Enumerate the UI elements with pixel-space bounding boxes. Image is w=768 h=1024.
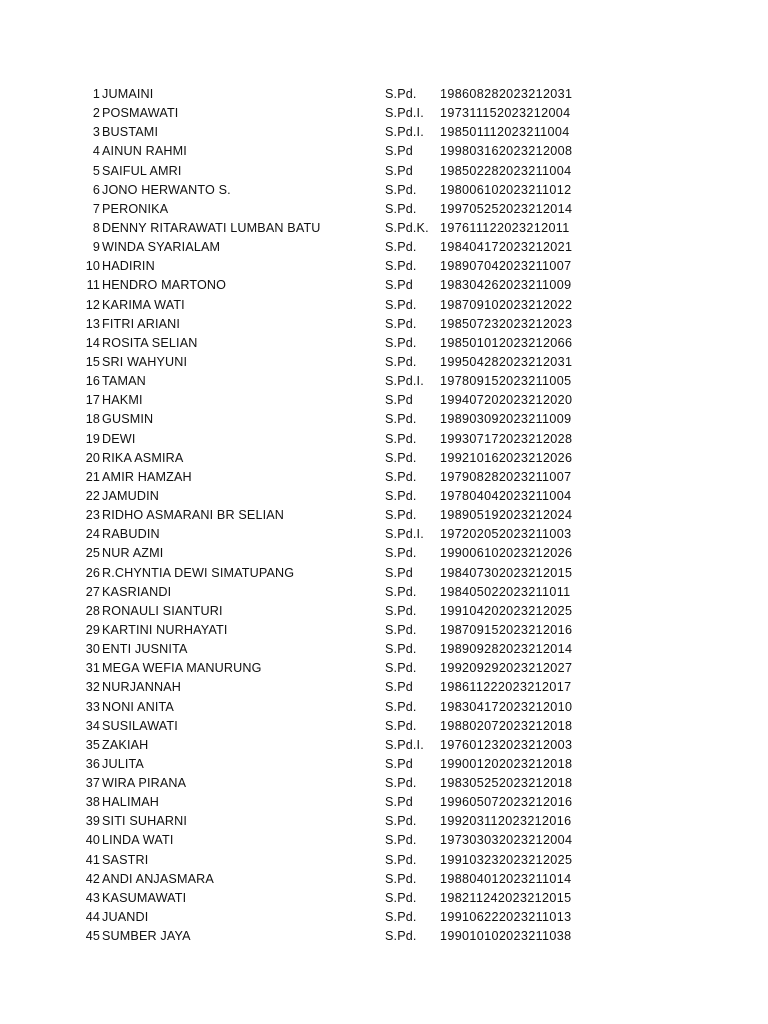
row-number: 20 [85, 450, 100, 465]
academic-degree: S.Pd. [385, 488, 417, 503]
list-item [0, 238, 768, 257]
academic-degree: S.Pd.I. [385, 527, 424, 542]
employee-id-number: 199006102023212026 [440, 546, 573, 561]
row-number: 12 [85, 297, 100, 312]
list-item [0, 430, 768, 449]
person-name: SUMBER JAYA [102, 929, 191, 944]
person-name: FITRI ARIANI [102, 316, 181, 331]
academic-degree: S.Pd. [385, 776, 417, 791]
row-number: 14 [85, 335, 100, 350]
academic-degree: S.Pd. [385, 603, 417, 618]
employee-id-number: 199307172023212028 [440, 431, 573, 446]
employee-id-number: 198501112023211004 [440, 125, 570, 140]
employee-id-number: 199209292023212027 [440, 661, 573, 676]
academic-degree: S.Pd [385, 393, 413, 408]
person-name: JAMUDIN [102, 488, 160, 503]
list-item [0, 200, 768, 219]
academic-degree: S.Pd [385, 278, 413, 293]
staff-roster-list [0, 85, 768, 946]
person-name: JULITA [102, 756, 144, 771]
employee-id-number: 199504282023212031 [440, 354, 573, 369]
list-item [0, 717, 768, 736]
person-name: RIKA ASMIRA [102, 450, 184, 465]
employee-id-number: 199010102023211038 [440, 929, 572, 944]
list-item [0, 736, 768, 755]
person-name: SRI WAHYUNI [102, 354, 188, 369]
person-name: JUANDI [102, 910, 149, 925]
person-name: RIDHO ASMARANI BR SELIAN [102, 508, 285, 523]
academic-degree: S.Pd.K. [385, 220, 429, 235]
academic-degree: S.Pd. [385, 699, 417, 714]
list-item [0, 698, 768, 717]
academic-degree: S.Pd. [385, 450, 417, 465]
academic-degree: S.Pd. [385, 584, 417, 599]
person-name: AINUN RAHMI [102, 144, 187, 159]
list-item [0, 219, 768, 238]
row-number: 3 [92, 125, 100, 140]
employee-id-number: 198405022023211011 [440, 584, 571, 599]
person-name: TAMAN [102, 374, 146, 389]
row-number: 22 [85, 488, 100, 503]
row-number: 40 [85, 833, 100, 848]
person-name: JONO HERWANTO S. [102, 182, 231, 197]
employee-id-number: 197804042023211004 [440, 488, 572, 503]
employee-id-number: 197303032023212004 [440, 833, 573, 848]
list-item [0, 334, 768, 353]
employee-id-number: 198804012023211014 [440, 871, 572, 886]
row-number: 5 [92, 163, 100, 178]
employee-id-number: 198502282023211004 [440, 163, 572, 178]
row-number: 41 [85, 852, 100, 867]
academic-degree: S.Pd.I. [385, 737, 424, 752]
academic-degree: S.Pd. [385, 890, 417, 905]
person-name: WIRA PIRANA [102, 776, 187, 791]
academic-degree: S.Pd [385, 565, 413, 580]
employee-id-number: 198905192023212024 [440, 508, 573, 523]
list-item [0, 372, 768, 391]
person-name: GUSMIN [102, 412, 154, 427]
list-item [0, 257, 768, 276]
academic-degree: S.Pd. [385, 412, 417, 427]
academic-degree: S.Pd. [385, 929, 417, 944]
academic-degree: S.Pd. [385, 182, 417, 197]
person-name: NURJANNAH [102, 680, 182, 695]
row-number: 25 [85, 546, 100, 561]
list-item [0, 353, 768, 372]
list-item [0, 640, 768, 659]
academic-degree: S.Pd. [385, 469, 417, 484]
list-item [0, 104, 768, 123]
row-number: 34 [85, 718, 100, 733]
academic-degree: S.Pd. [385, 431, 417, 446]
employee-id-number: 199103232023212025 [440, 852, 573, 867]
academic-degree: S.Pd. [385, 871, 417, 886]
employee-id-number: 197601232023212003 [440, 737, 573, 752]
row-number: 1 [92, 87, 100, 101]
row-number: 15 [85, 354, 100, 369]
person-name: ANDI ANJASMARA [102, 871, 214, 886]
row-number: 43 [85, 890, 100, 905]
person-name: SAIFUL AMRI [102, 163, 182, 178]
academic-degree: S.Pd. [385, 718, 417, 733]
employee-id-number: 199210162023212026 [440, 450, 573, 465]
person-name: SUSILAWATI [102, 718, 178, 733]
employee-id-number: 199001202023212018 [440, 756, 573, 771]
row-number: 13 [85, 316, 100, 331]
employee-id-number: 198909282023212014 [440, 642, 573, 657]
person-name: DENNY RITARAWATI LUMBAN BATU [102, 220, 321, 235]
list-item [0, 564, 768, 583]
person-name: PERONIKA [102, 201, 169, 216]
row-number: 16 [85, 374, 100, 389]
list-item [0, 391, 768, 410]
list-item [0, 927, 768, 946]
person-name: WINDA SYARIALAM [102, 240, 221, 255]
row-number: 2 [92, 106, 100, 121]
row-number: 27 [85, 584, 100, 599]
academic-degree: S.Pd. [385, 316, 417, 331]
employee-id-number: 198404172023212021 [440, 240, 573, 255]
employee-id-number: 199803162023212008 [440, 144, 573, 159]
person-name: KARTINI NURHAYATI [102, 622, 228, 637]
employee-id-number: 197311152023212004 [440, 106, 571, 121]
list-item [0, 123, 768, 142]
employee-id-number: 199203112023212016 [440, 814, 572, 829]
person-name: HALIMAH [102, 795, 160, 810]
list-item [0, 621, 768, 640]
row-number: 24 [85, 527, 100, 542]
row-number: 38 [85, 795, 100, 810]
row-number: 8 [92, 220, 100, 235]
list-item [0, 659, 768, 678]
row-number: 6 [92, 182, 100, 197]
person-name: RONAULI SIANTURI [102, 603, 223, 618]
academic-degree: S.Pd. [385, 508, 417, 523]
list-item [0, 755, 768, 774]
person-name: NUR AZMI [102, 546, 164, 561]
academic-degree: S.Pd. [385, 622, 417, 637]
row-number: 32 [85, 680, 100, 695]
employee-id-number: 198501012023212066 [440, 335, 573, 350]
list-item [0, 276, 768, 295]
person-name: ENTI JUSNITA [102, 642, 188, 657]
person-name: JUMAINI [102, 87, 154, 101]
list-item [0, 793, 768, 812]
employee-id-number: 198907042023211007 [440, 259, 572, 274]
person-name: AMIR HAMZAH [102, 469, 192, 484]
employee-id-number: 198407302023212015 [440, 565, 573, 580]
person-name: ROSITA SELIAN [102, 335, 198, 350]
row-number: 29 [85, 622, 100, 637]
person-name: MEGA WEFIA MANURUNG [102, 661, 262, 676]
academic-degree: S.Pd. [385, 87, 417, 101]
list-item [0, 296, 768, 315]
employee-id-number: 198611222023212017 [440, 680, 572, 695]
academic-degree: S.Pd. [385, 297, 417, 312]
person-name: DEWI [102, 431, 136, 446]
person-name: SITI SUHARNI [102, 814, 188, 829]
row-number: 44 [85, 910, 100, 925]
academic-degree: S.Pd.I. [385, 374, 424, 389]
person-name: RABUDIN [102, 527, 160, 542]
row-number: 21 [85, 469, 100, 484]
list-item [0, 812, 768, 831]
list-item [0, 525, 768, 544]
person-name: LINDA WATI [102, 833, 174, 848]
row-number: 33 [85, 699, 100, 714]
list-item [0, 410, 768, 429]
employee-id-number: 199605072023212016 [440, 795, 573, 810]
person-name: SASTRI [102, 852, 149, 867]
employee-id-number: 198709102023212022 [440, 297, 573, 312]
person-name: HADIRIN [102, 259, 155, 274]
employee-id-number: 199407202023212020 [440, 393, 573, 408]
person-name: POSMAWATI [102, 106, 179, 121]
academic-degree: S.Pd. [385, 354, 417, 369]
academic-degree: S.Pd. [385, 335, 417, 350]
list-item [0, 870, 768, 889]
list-item [0, 774, 768, 793]
academic-degree: S.Pd. [385, 546, 417, 561]
employee-id-number: 198608282023212031 [440, 87, 573, 101]
row-number: 31 [85, 661, 100, 676]
list-item [0, 487, 768, 506]
list-item [0, 678, 768, 697]
person-name: NONI ANITA [102, 699, 174, 714]
academic-degree: S.Pd. [385, 259, 417, 274]
person-name: BUSTAMI [102, 125, 159, 140]
row-number: 42 [85, 871, 100, 886]
row-number: 18 [85, 412, 100, 427]
academic-degree: S.Pd. [385, 833, 417, 848]
row-number: 45 [85, 929, 100, 944]
list-item [0, 544, 768, 563]
list-item [0, 831, 768, 850]
employee-id-number: 199705252023212014 [440, 201, 573, 216]
list-item [0, 449, 768, 468]
employee-id-number: 198304262023211009 [440, 278, 572, 293]
academic-degree: S.Pd. [385, 642, 417, 657]
row-number: 7 [92, 201, 100, 216]
academic-degree: S.Pd.I. [385, 106, 424, 121]
list-item [0, 851, 768, 870]
employee-id-number: 198006102023211012 [440, 182, 572, 197]
person-name: HAKMI [102, 393, 143, 408]
row-number: 39 [85, 814, 100, 829]
employee-id-number: 198709152023212016 [440, 622, 573, 637]
row-number: 11 [86, 278, 100, 293]
person-name: KARIMA WATI [102, 297, 185, 312]
row-number: 36 [85, 756, 100, 771]
academic-degree: S.Pd. [385, 201, 417, 216]
academic-degree: S.Pd. [385, 814, 417, 829]
academic-degree: S.Pd.I. [385, 125, 424, 140]
person-name: ZAKIAH [102, 737, 149, 752]
list-item [0, 908, 768, 927]
list-item [0, 506, 768, 525]
row-number: 26 [85, 565, 100, 580]
person-name: KASRIANDI [102, 584, 172, 599]
list-item [0, 583, 768, 602]
row-number: 17 [85, 393, 100, 408]
academic-degree: S.Pd [385, 163, 413, 178]
academic-degree: S.Pd [385, 144, 413, 159]
row-number: 30 [85, 642, 100, 657]
list-item [0, 142, 768, 161]
academic-degree: S.Pd [385, 680, 413, 695]
academic-degree: S.Pd. [385, 852, 417, 867]
employee-id-number: 198304172023212010 [440, 699, 573, 714]
row-number: 28 [85, 603, 100, 618]
employee-id-number: 199104202023212025 [440, 603, 573, 618]
academic-degree: S.Pd [385, 795, 413, 810]
list-item [0, 889, 768, 908]
row-number: 9 [92, 240, 100, 255]
list-item [0, 181, 768, 200]
row-number: 37 [85, 776, 100, 791]
person-name: R.CHYNTIA DEWI SIMATUPANG [102, 565, 295, 580]
person-name: KASUMAWATI [102, 890, 187, 905]
employee-id-number: 198507232023212023 [440, 316, 573, 331]
list-item [0, 85, 768, 104]
academic-degree: S.Pd [385, 756, 413, 771]
list-item [0, 602, 768, 621]
academic-degree: S.Pd. [385, 240, 417, 255]
row-number: 35 [85, 737, 100, 752]
employee-id-number: 197202052023211003 [440, 527, 572, 542]
employee-id-number: 197611122023212011 [440, 220, 570, 235]
row-number: 4 [92, 144, 100, 159]
employee-id-number: 198211242023212015 [440, 890, 572, 905]
row-number: 10 [85, 259, 100, 274]
employee-id-number: 197908282023211007 [440, 469, 572, 484]
employee-id-number: 198305252023212018 [440, 776, 573, 791]
academic-degree: S.Pd. [385, 661, 417, 676]
person-name: HENDRO MARTONO [102, 278, 227, 293]
row-number: 19 [85, 431, 100, 446]
employee-id-number: 199106222023211013 [440, 910, 572, 925]
list-item [0, 468, 768, 487]
employee-id-number: 198802072023212018 [440, 718, 573, 733]
employee-id-number: 198903092023211009 [440, 412, 572, 427]
list-item [0, 162, 768, 181]
employee-id-number: 197809152023211005 [440, 374, 572, 389]
list-item [0, 315, 768, 334]
row-number: 23 [85, 508, 100, 523]
academic-degree: S.Pd. [385, 910, 417, 925]
